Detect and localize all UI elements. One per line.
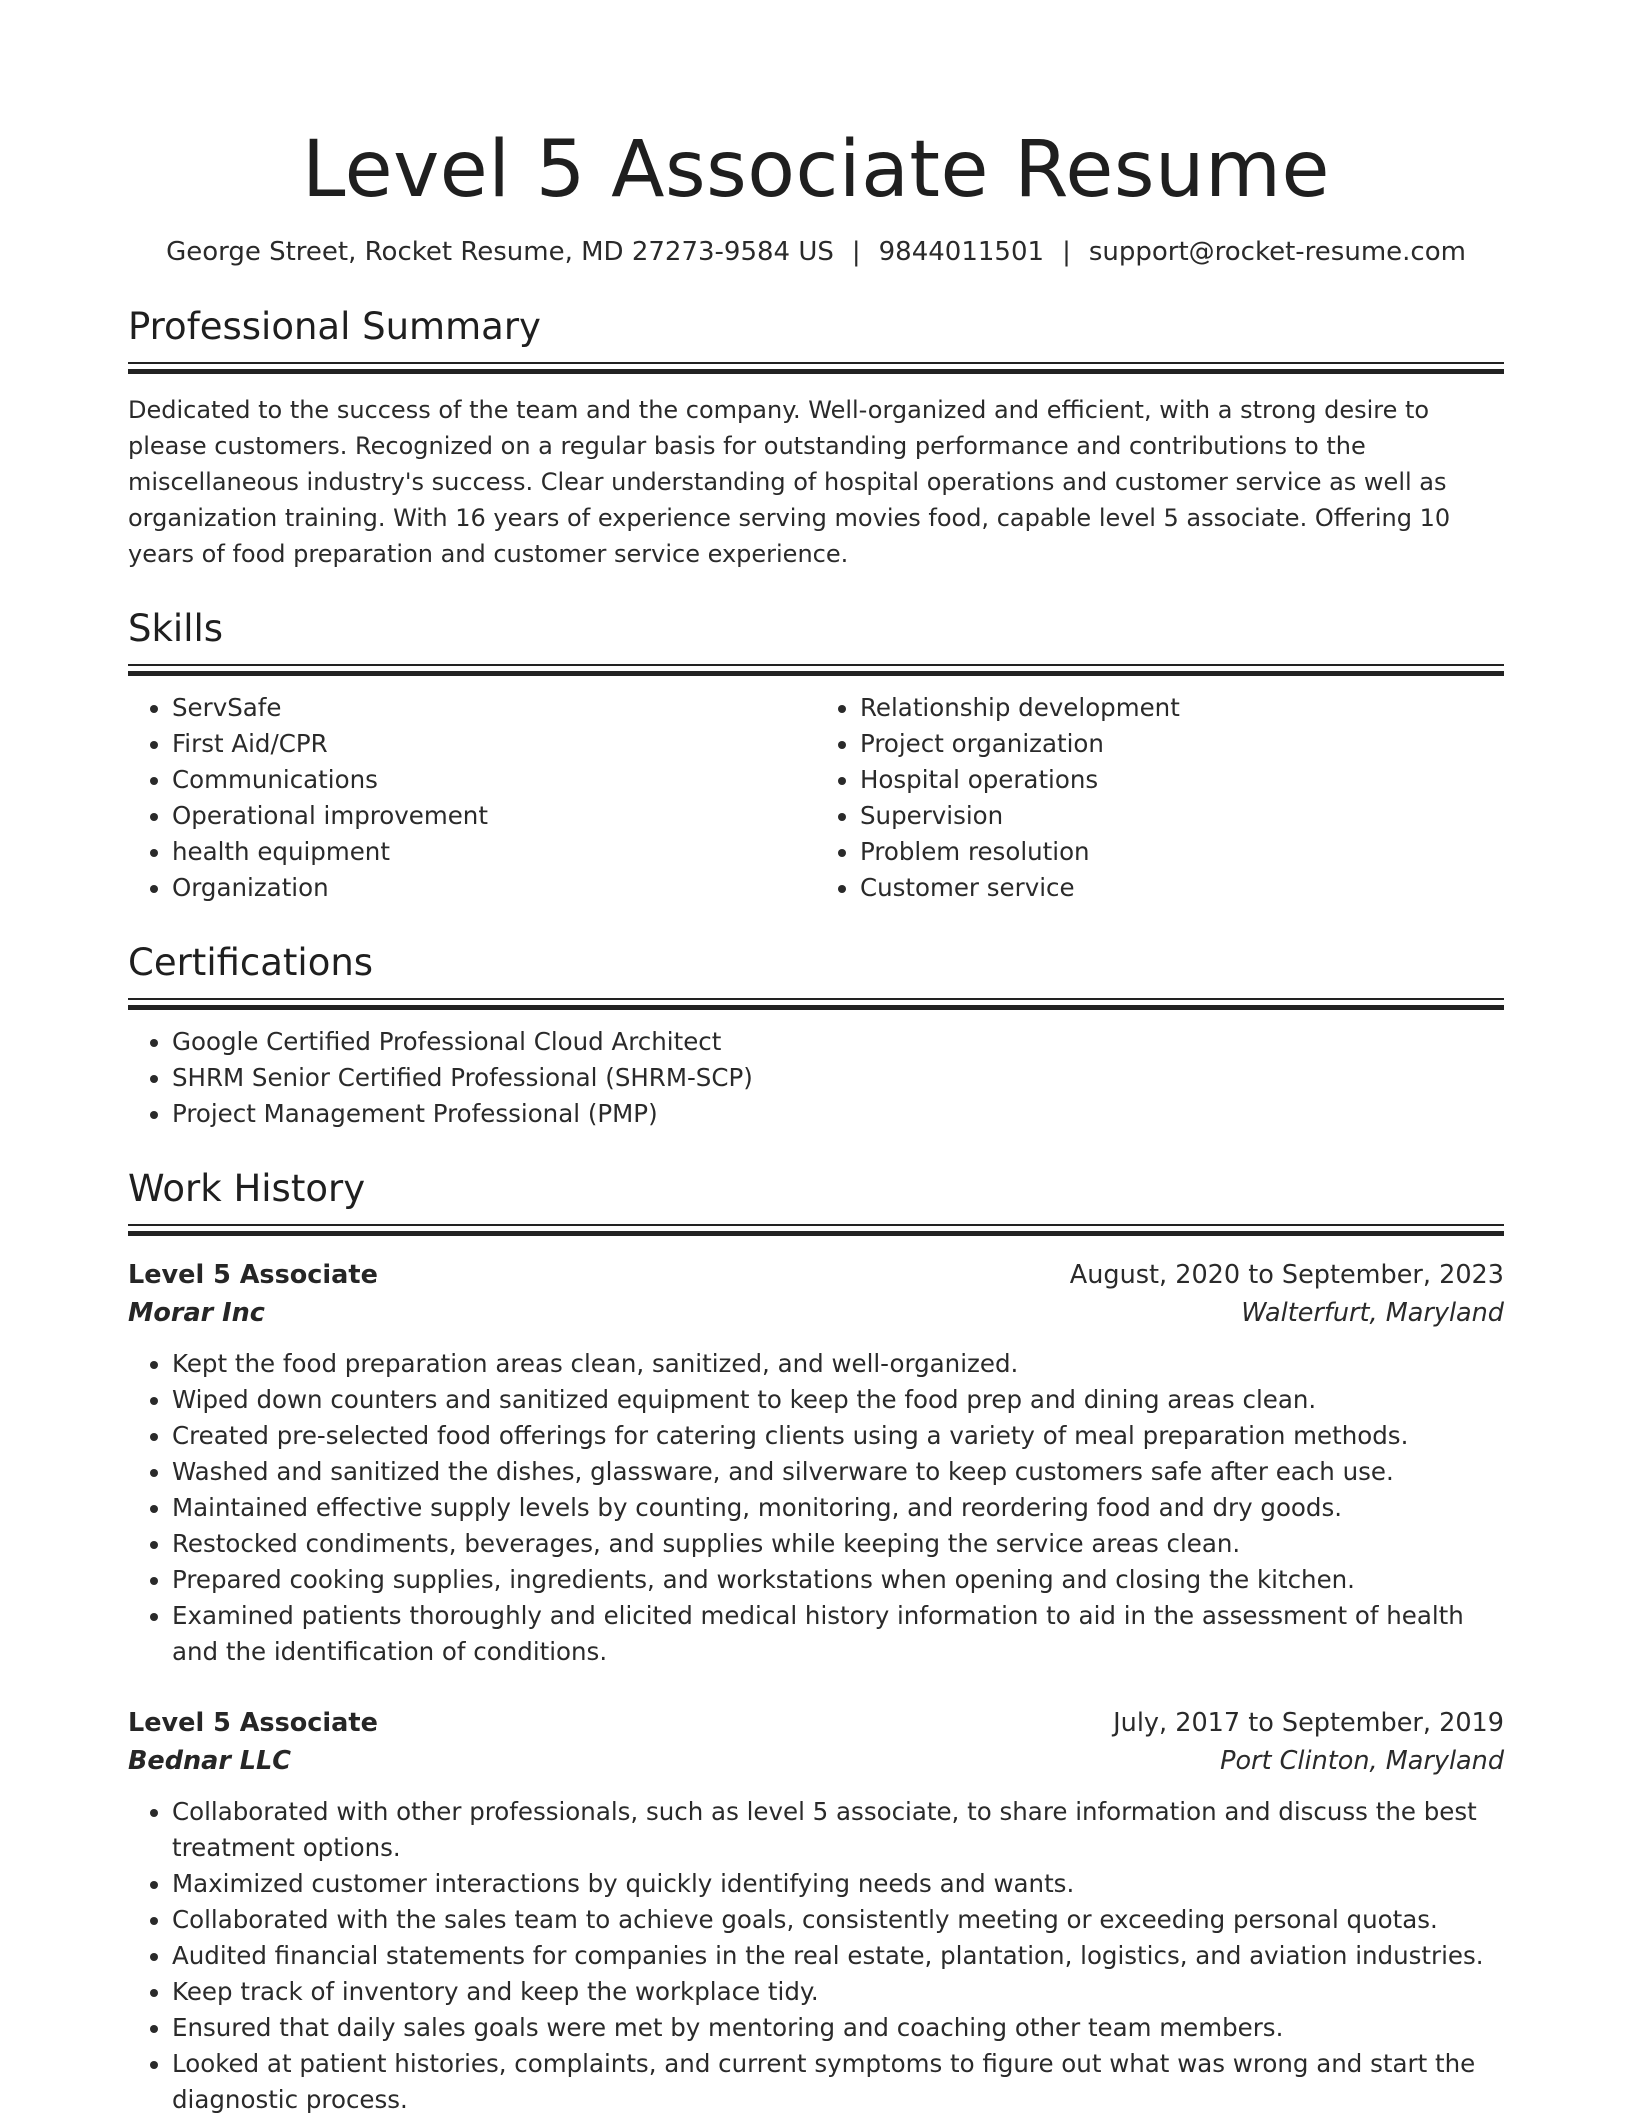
summary-heading: Professional Summary: [128, 305, 541, 348]
job-location: Walterfurt, Maryland: [1241, 1298, 1504, 1328]
job-bullet: • Prepared cooking supplies, ingredients, and workstations when opening and closing the kitchen.: [172, 1562, 1504, 1598]
job-bullet: • Examined patients thoroughly and elicited medical history information to aid in the assessment of health and the identification of conditions.: [172, 1598, 1504, 1670]
contact-address: George Street, Rocket Resume, MD 27273-9584 US: [166, 237, 834, 267]
job-bullet: • Audited financial statements for companies in the real estate, plantation, logistics, and aviation industries.: [172, 1938, 1504, 1974]
job-bullet: • Wiped down counters and sanitized equipment to keep the food prep and dining areas clean.: [172, 1382, 1504, 1418]
certification-item: • Project Management Professional (PMP): [172, 1096, 1504, 1132]
job-bullet: • Kept the food preparation areas clean, sanitized, and well-organized.: [172, 1346, 1504, 1382]
skills-heading: Skills: [128, 607, 224, 650]
skill-item: • Communications: [172, 762, 816, 798]
skills-section: [128, 606, 1504, 906]
job-title: Level 5 Associate: [128, 1708, 378, 1738]
section-divider: [128, 362, 1504, 372]
summary-section: [128, 304, 1504, 572]
job-bullet: • Ensured that daily sales goals were met by mentoring and coaching other team members.: [172, 2010, 1504, 2046]
contact-separator: |: [851, 237, 861, 267]
job-bullets: [128, 1794, 1504, 2118]
certifications-section: [128, 940, 1504, 1132]
job-entry: [128, 1256, 1504, 1670]
resume-page: [128, 118, 1504, 2118]
summary-text: Dedicated to the success of the team and the company. Well-organized and efficient, with a strong desire to please customers. Recognized on a regular basis for outstanding performance and contributions to the miscellaneous industry's success. Clear understanding of hospital operations and customer service as well as organization training. With 16 years of experience serving movies food, capable level 5 associate. Offering 10 years of food preparation and customer service experience.: [128, 396, 1451, 568]
job-location: Port Clinton, Maryland: [1220, 1746, 1504, 1776]
job-bullet: • Collaborated with the sales team to achieve goals, consistently meeting or exceeding personal quotas.: [172, 1902, 1504, 1938]
section-divider: [128, 998, 1504, 1008]
skills-list-left: [128, 690, 816, 906]
certifications-list: [128, 1024, 1504, 1132]
skill-item: • Customer service: [860, 870, 1504, 906]
job-bullet: • Maximized customer interactions by quickly identifying needs and wants.: [172, 1866, 1504, 1902]
section-divider: [128, 1224, 1504, 1234]
skill-item: • Relationship development: [860, 690, 1504, 726]
skill-item: • Organization: [172, 870, 816, 906]
skill-item: • Hospital operations: [860, 762, 1504, 798]
job-company: Morar Inc: [128, 1298, 265, 1328]
job-company-row: [128, 1742, 1504, 1780]
work-history-heading: Work History: [128, 1167, 366, 1210]
job-header-row: [128, 1256, 1504, 1294]
job-header-row: [128, 1704, 1504, 1742]
certification-item: • Google Certified Professional Cloud Architect: [172, 1024, 1504, 1060]
contact-phone: 9844011501: [878, 237, 1045, 267]
certifications-heading: Certifications: [128, 941, 374, 984]
job-title: Level 5 Associate: [128, 1260, 378, 1290]
job-company-row: [128, 1294, 1504, 1332]
skill-item: • Supervision: [860, 798, 1504, 834]
skills-columns: [128, 690, 1504, 906]
skill-item: • Problem resolution: [860, 834, 1504, 870]
section-divider: [128, 664, 1504, 674]
skill-item: • health equipment: [172, 834, 816, 870]
job-bullet: • Restocked condiments, beverages, and supplies while keeping the service areas clean.: [172, 1526, 1504, 1562]
job-dates: July, 2017 to September, 2019: [1113, 1708, 1504, 1738]
job-bullet: • Collaborated with other professionals, such as level 5 associate, to share information and discuss the best treatment options.: [172, 1794, 1504, 1866]
job-entry: [128, 1704, 1504, 2118]
contact-line: [128, 234, 1504, 270]
job-bullet: • Washed and sanitized the dishes, glassware, and silverware to keep customers safe after each use.: [172, 1454, 1504, 1490]
job-dates: August, 2020 to September, 2023: [1069, 1260, 1504, 1290]
skill-item: • ServSafe: [172, 690, 816, 726]
work-history-section: [128, 1166, 1504, 2118]
job-bullet: • Maintained effective supply levels by counting, monitoring, and reordering food and dry goods.: [172, 1490, 1504, 1526]
contact-email: support@rocket-resume.com: [1088, 237, 1466, 267]
job-bullet: • Created pre-selected food offerings for catering clients using a variety of meal preparation methods.: [172, 1418, 1504, 1454]
resume-title: Level 5 Associate Resume: [302, 125, 1330, 215]
job-bullet: • Keep track of inventory and keep the workplace tidy.: [172, 1974, 1504, 2010]
job-bullets: [128, 1346, 1504, 1670]
job-company: Bednar LLC: [128, 1746, 292, 1776]
skills-list-right: [816, 690, 1504, 906]
skill-item: • Operational improvement: [172, 798, 816, 834]
contact-separator: |: [1062, 237, 1071, 267]
certification-item: • SHRM Senior Certified Professional (SHRM-SCP): [172, 1060, 1504, 1096]
skill-item: • Project organization: [860, 726, 1504, 762]
skill-item: • First Aid/CPR: [172, 726, 816, 762]
job-bullet: • Looked at patient histories, complaints, and current symptoms to figure out what was wrong and start the diagnostic process.: [172, 2046, 1504, 2118]
